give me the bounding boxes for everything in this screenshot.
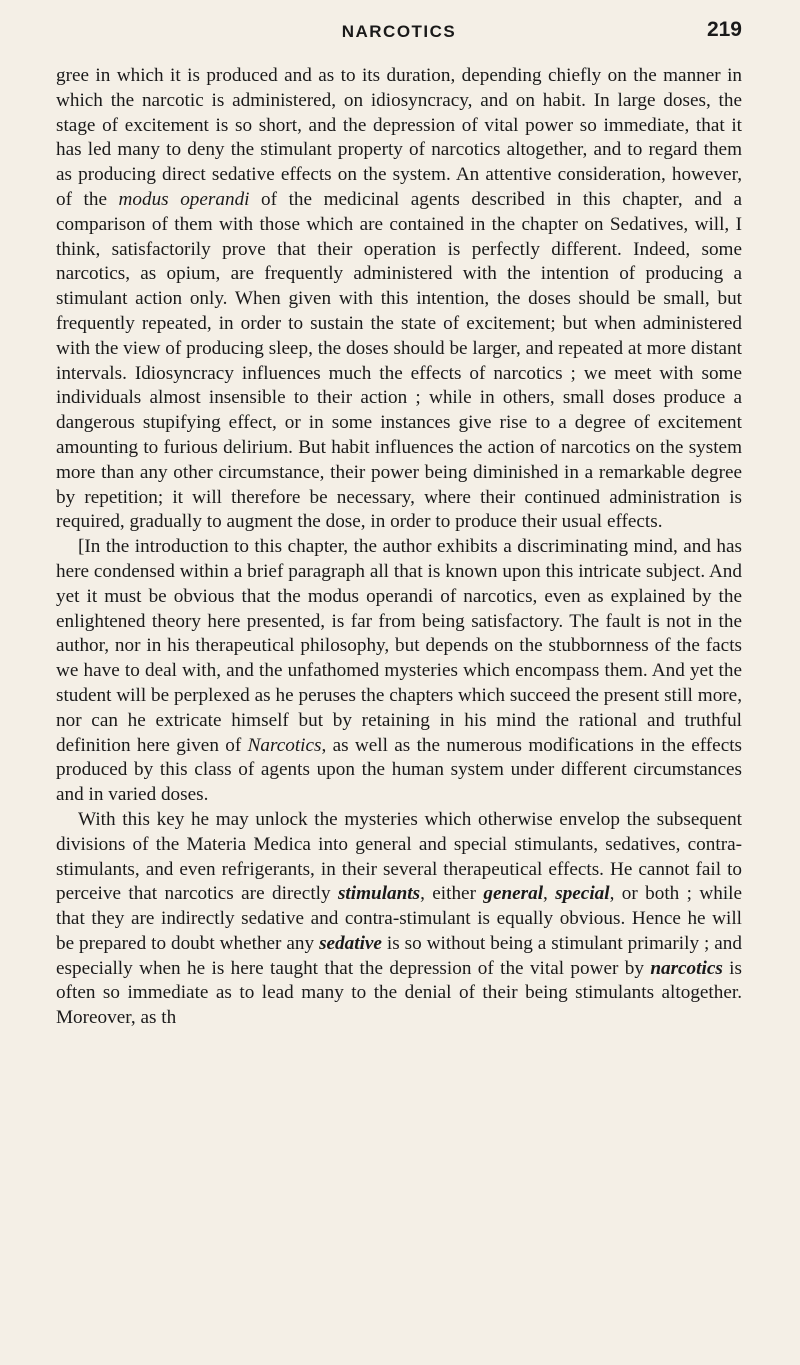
- italic-term: general: [483, 883, 544, 905]
- italic-term: stimulants: [337, 883, 421, 905]
- paragraph: [56, 808, 742, 1031]
- text-run: , either: [420, 883, 484, 905]
- italic-term: Narcotics: [247, 734, 322, 756]
- text-run: gree in which it is produced and as to its duration, depending chiefly on the manner in which the narcotic is administered, on idiosyncracy, and on habit. In large doses, the stage of excitement is so short, and the depression of vital power so immediate, that it has led many to deny the stimulant property of narcotics altogether, and to regard them as producing direct sedative effects on the system. An attentive consideration, however, of the: [56, 65, 742, 210]
- text-run: of the medicinal agents described in this chapter, and a comparison of them with those which are contained in the chapter on Sedatives, will, I think, satisfactorily prove that their operation is perfectly different. Indeed, some narcotics, as opium, are frequently administered with the intention of producing a stimulant action only. When given with this intention, the doses should be small, but frequently repeated, in order to sustain the state of excitement; but when administered with the view of producing sleep, the doses should be larger, and repeated at more distant intervals. Idiosyncracy influences much the effects of narcotics ; we meet with some individuals almost insensible to their action ; while in others, small doses produce a dangerous stupifying effect, or in some instances give rise to a degree of excitement amounting to furious delirium. But habit influences the action of narcotics on the system more than any other circumstance, their power being diminished in a remarkable degree by repetition; it will therefore be necessary, where their continued administration is required, gradually to augment the dose, in order to produce their usual effects.: [56, 188, 743, 533]
- text-run: [In the introduction to this chapter, the author exhibits a discriminating mind, and has here condensed within a brief paragraph all that is known upon this intricate subject. And yet it must be obvious that the modus operandi of narcotics, even as explained by the enlightened theory here presented, is far from being satisfactory. The fault is not in the author, nor in his therapeutical philosophy, but depends on the stubbornness of the facts we have to deal with, and the unfathomed mysteries which encompass them. And yet the student will be perplexed as he peruses the chapters which succeed the present still more, nor can he extricate himself but by retaining in his mind the rational and truthful definition here given of: [56, 536, 742, 756]
- body-text: [56, 64, 742, 1031]
- text-run: is so without being a stimulant primarily ; and especially when he is here taught that the depression of the vital power by: [56, 932, 742, 979]
- text-run: , or both ; while that they are indirectly sedative and contra-stimulant is equally obvious. Hence he will be prepared to doubt whether any: [56, 883, 742, 954]
- page-number: 219: [706, 18, 742, 41]
- italic-term: narcotics: [650, 957, 723, 979]
- italic-term: sedative: [319, 932, 382, 954]
- paragraph: [56, 64, 742, 535]
- italic-term: special: [555, 883, 610, 905]
- running-title: NARCOTICS: [341, 22, 457, 41]
- text-run: , as well as the numerous modifications in the effects produced by this class of agents upon the human system under different circumstances and in varied doses.: [56, 734, 743, 806]
- paragraph: [56, 535, 742, 808]
- italic-term: modus operandi: [118, 188, 250, 210]
- text-run: is often so immediate as to lead many to the denial of their being stimulants altogether. Moreover, as th: [56, 957, 742, 1029]
- running-head: [56, 14, 742, 46]
- text-run: With this key he may unlock the mysteries which otherwise envelop the subsequent divisions of the Materia Medica into general and special stimulants, sedatives, contra-stimulants, and even refrigerants, in their several therapeutical effects. He cannot fail to perceive that narcotics are directly: [56, 808, 742, 905]
- text-run: ,: [543, 883, 556, 905]
